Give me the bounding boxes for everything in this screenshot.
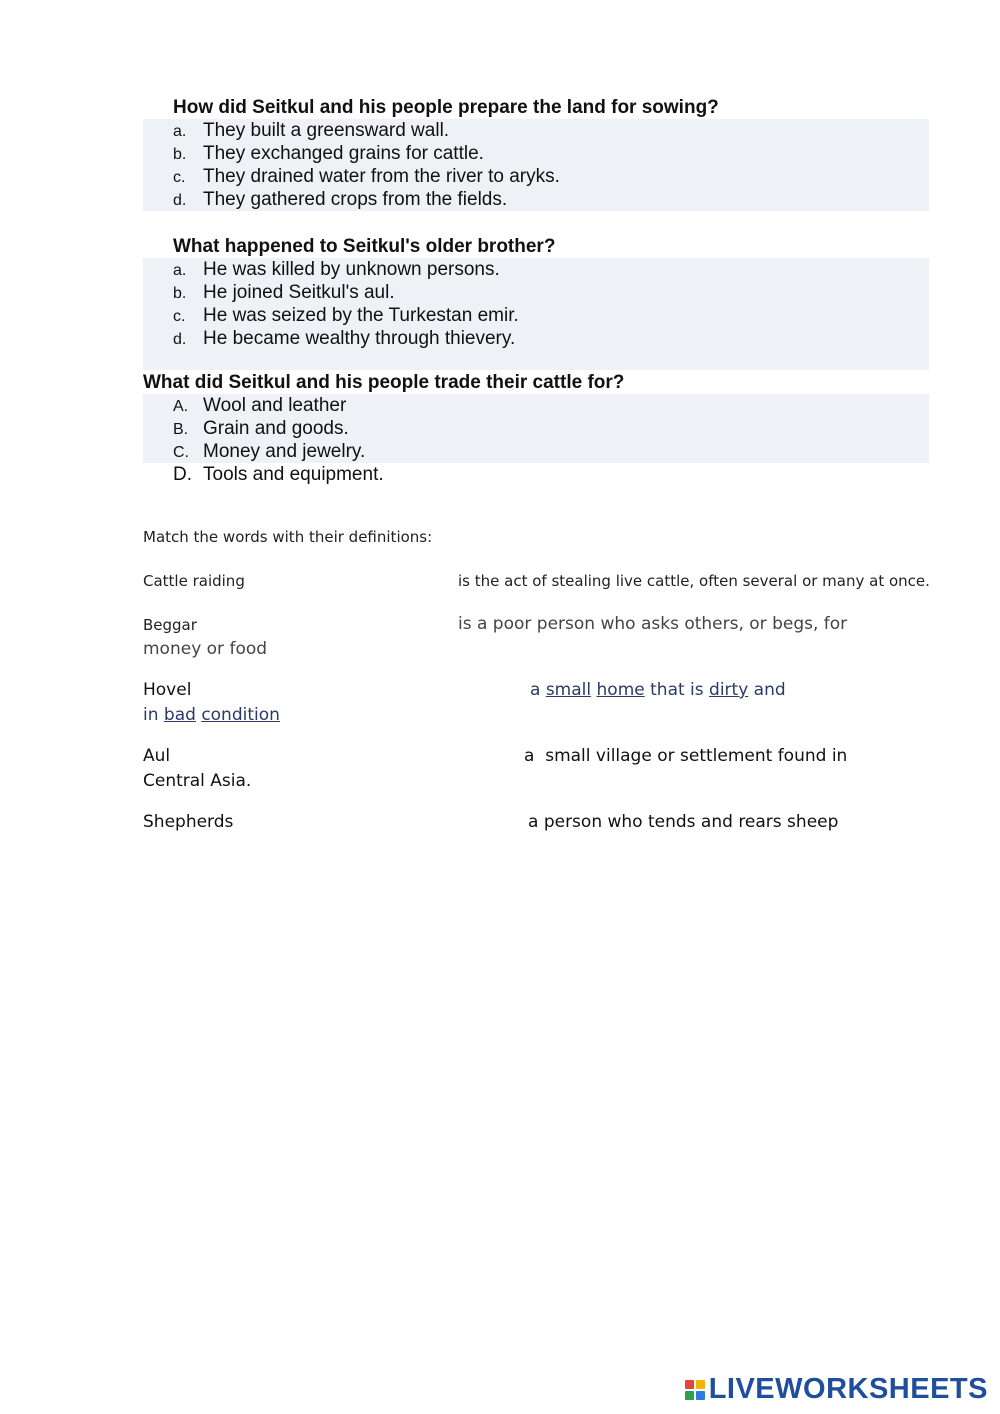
option-text: He became wealthy through thievery.: [203, 328, 516, 349]
option-c[interactable]: [143, 165, 929, 188]
option-text: They built a greensward wall.: [203, 120, 450, 141]
option-d[interactable]: [143, 327, 929, 350]
definition[interactable]: [530, 680, 786, 700]
logo-square-yellow: [696, 1380, 705, 1389]
option-d[interactable]: [143, 463, 929, 486]
logo-square-blue: [696, 1391, 705, 1400]
definition[interactable]: a person who tends and rears sheep: [528, 812, 839, 832]
match-row-cattle-raiding: [143, 572, 933, 596]
def-text: in: [143, 705, 164, 725]
link-bad[interactable]: bad: [163, 705, 196, 725]
match-row-aul: [143, 746, 933, 796]
option-text: Tools and equipment.: [203, 464, 384, 485]
def-text: and: [748, 680, 786, 700]
option-text: He was seized by the Turkestan emir.: [203, 305, 519, 326]
option-text: They drained water from the river to aryks.: [203, 166, 560, 187]
option-text: They gathered crops from the fields.: [203, 189, 508, 210]
option-text: They exchanged grains for cattle.: [203, 143, 484, 164]
link-condition[interactable]: condition: [201, 705, 280, 725]
option-text: He was killed by unknown persons.: [203, 259, 500, 280]
logo-square-red: [685, 1380, 694, 1389]
definition-continued: money or food: [143, 639, 268, 659]
question-1-options: [143, 119, 929, 211]
option-letter: a.: [173, 123, 187, 140]
definition-continued: [143, 705, 280, 725]
def-text: a: [530, 680, 546, 700]
term[interactable]: Hovel: [143, 680, 192, 700]
question-3-title: What did Seitkul and his people trade their cattle for?: [143, 372, 625, 393]
link-small[interactable]: small: [545, 680, 592, 700]
question-2-options: [143, 258, 929, 350]
option-letter: c.: [173, 308, 186, 325]
link-dirty[interactable]: dirty: [709, 680, 749, 700]
definition-continued: Central Asia.: [143, 771, 252, 791]
question-2: [143, 235, 556, 349]
option-letter: d.: [173, 192, 187, 209]
option-text: Grain and goods.: [203, 418, 349, 439]
question-1-title: How did Seitkul and his people prepare the land for sowing?: [173, 97, 719, 118]
option-b[interactable]: [143, 142, 929, 165]
shade-gap: [143, 350, 929, 370]
definition[interactable]: is the act of stealing live cattle, often several or many at once.: [458, 572, 930, 590]
logo-icon: [685, 1380, 705, 1400]
option-letter: c.: [173, 169, 186, 186]
logo-text: LIVEWORKSHEETS: [708, 1373, 988, 1405]
option-letter: b.: [173, 146, 187, 163]
match-row-beggar: [143, 614, 933, 664]
option-a[interactable]: [143, 119, 929, 142]
option-letter: b.: [173, 285, 187, 302]
option-d[interactable]: [143, 188, 929, 211]
option-c[interactable]: [143, 304, 929, 327]
option-text: Wool and leather: [203, 395, 347, 416]
option-b[interactable]: [143, 281, 929, 304]
question-3-options: [143, 394, 929, 486]
option-b[interactable]: [143, 417, 929, 440]
match-row-shepherds: [143, 812, 933, 838]
term[interactable]: Shepherds: [143, 812, 234, 832]
option-text: He joined Seitkul's aul.: [203, 282, 395, 303]
question-1: [143, 96, 719, 210]
option-text: Money and jewelry.: [203, 441, 366, 462]
option-letter: A.: [173, 398, 189, 415]
term[interactable]: Cattle raiding: [143, 572, 245, 590]
term[interactable]: Aul: [143, 746, 171, 766]
option-letter: d.: [173, 331, 187, 348]
option-a[interactable]: [143, 258, 929, 281]
option-c[interactable]: [143, 440, 929, 463]
matching-instruction: Match the words with their definitions:: [143, 528, 433, 546]
question-3: [143, 371, 625, 485]
option-a[interactable]: [143, 394, 929, 417]
option-letter: B.: [173, 421, 189, 438]
liveworksheets-logo[interactable]: [685, 1373, 988, 1406]
match-row-hovel: [143, 680, 933, 730]
def-text: that is: [644, 680, 710, 700]
link-home[interactable]: home: [596, 680, 645, 700]
term[interactable]: Beggar: [143, 616, 197, 634]
option-letter: a.: [173, 262, 187, 279]
question-2-title: What happened to Seitkul's older brother?: [173, 236, 556, 257]
option-letter: D.: [173, 464, 192, 485]
definition[interactable]: a small village or settlement found in: [524, 746, 848, 766]
logo-square-green: [685, 1391, 694, 1400]
definition[interactable]: is a poor person who asks others, or begs, for: [458, 614, 848, 634]
option-letter: C.: [173, 444, 189, 461]
